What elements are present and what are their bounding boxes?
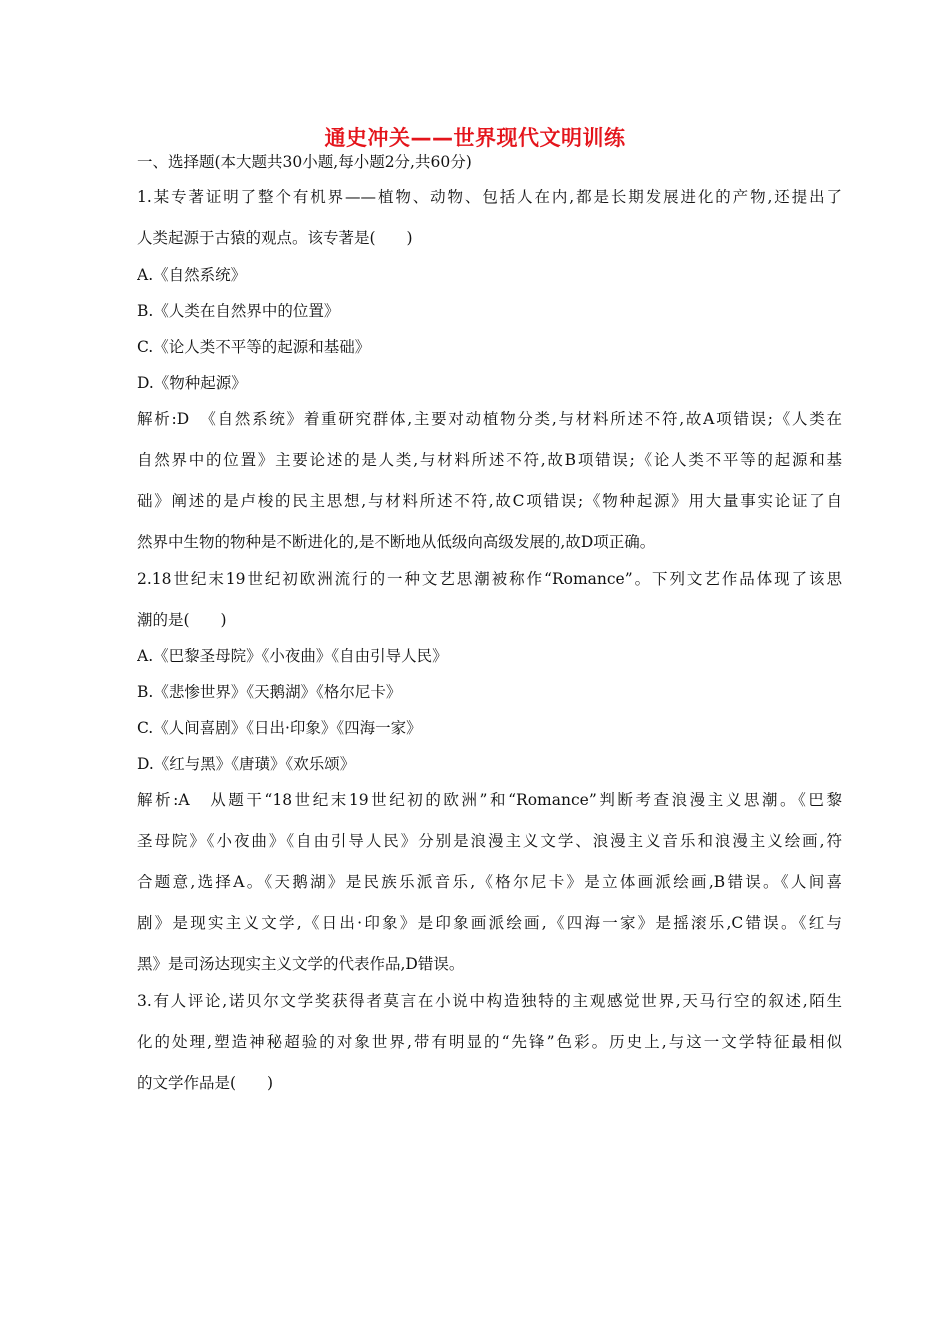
question-2-stem-line-1: 2.18世纪末19世纪初欧洲流行的一种文艺思潮被称作“Romance”。下列文艺作品体现了该思	[137, 570, 842, 588]
question-1-option-b: B.《人类在自然界中的位置》	[137, 302, 340, 320]
question-2-analysis-line-4: 剧》是现实主义文学,《日出·印象》是印象画派绘画,《四海一家》是摇滚乐,C错误。《红与	[137, 914, 842, 932]
question-1-option-c: C.《论人类不平等的起源和基础》	[137, 338, 371, 356]
question-2-option-a: A.《巴黎圣母院》《小夜曲》《自由引导人民》	[137, 647, 448, 665]
question-2-option-d: D.《红与黑》《唐璜》《欢乐颂》	[137, 755, 356, 773]
question-2-analysis-line-1: 解析:A 从题干“18世纪末19世纪初的欧洲”和“Romance”判断考查浪漫主义思潮。《巴黎	[137, 791, 842, 809]
question-3-stem-line-1: 3.有人评论,诺贝尔文学奖获得者莫言在小说中构造独特的主观感觉世界,天马行空的叙述,陌生	[137, 992, 842, 1010]
question-1-stem-line-1: 1.某专著证明了整个有机界——植物、动物、包括人在内,都是长期发展进化的产物,还提出了	[137, 188, 842, 206]
question-1-option-d: D.《物种起源》	[137, 374, 247, 392]
section-heading: 一、选择题(本大题共30小题,每小题2分,共60分)	[137, 153, 472, 171]
question-3-stem-line-2: 化的处理,塑造神秘超验的对象世界,带有明显的“先锋”色彩。历史上,与这一文学特征最相似	[137, 1033, 842, 1051]
question-1-analysis-line-2: 自然界中的位置》主要论述的是人类,与材料所述不符,故B项错误;《论人类不平等的起源和基	[137, 451, 842, 469]
question-2-analysis-line-3: 合题意,选择A。《天鹅湖》是民族乐派音乐,《格尔尼卡》是立体画派绘画,B错误。《人间喜	[137, 873, 842, 891]
question-1-analysis-line-3: 础》阐述的是卢梭的民主思想,与材料所述不符,故C项错误;《物种起源》用大量事实论证了自	[137, 492, 842, 510]
question-1-analysis-line-4: 然界中生物的物种是不断进化的,是不断地从低级向高级发展的,故D项正确。	[137, 533, 656, 551]
question-2-analysis-line-2: 圣母院》《小夜曲》《自由引导人民》分别是浪漫主义文学、浪漫主义音乐和浪漫主义绘画,符	[137, 832, 842, 850]
question-1-option-a: A.《自然系统》	[137, 266, 247, 284]
document-title: 通史冲关——世界现代文明训练	[324, 126, 626, 150]
question-1-stem-line-2: 人类起源于古猿的观点。该专著是( )	[137, 229, 413, 247]
question-2-stem-line-2: 潮的是( )	[137, 611, 227, 629]
question-3-stem-line-3: 的文学作品是( )	[137, 1074, 274, 1092]
question-2-option-c: C.《人间喜剧》《日出·印象》《四海一家》	[137, 719, 422, 737]
question-2-analysis-line-5: 黑》是司汤达现实主义文学的代表作品,D错误。	[137, 955, 465, 973]
question-1-analysis-line-1: 解析:D 《自然系统》着重研究群体,主要对动植物分类,与材料所述不符,故A项错误;《人类在	[137, 410, 842, 428]
question-2-option-b: B.《悲惨世界》《天鹅湖》《格尔尼卡》	[137, 683, 402, 701]
